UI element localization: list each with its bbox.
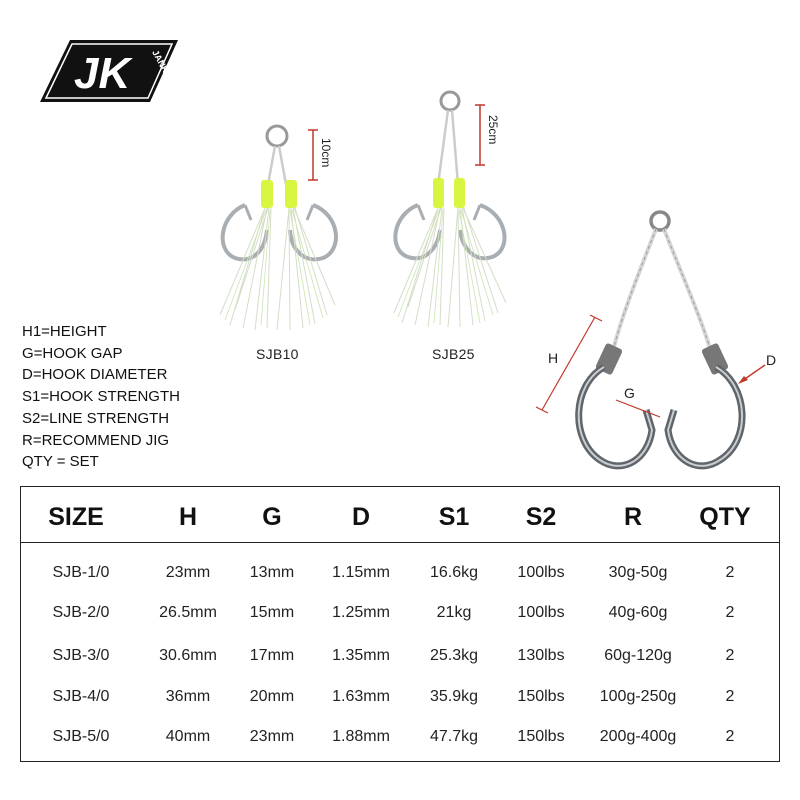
table-cell: 1.25mm bbox=[332, 604, 390, 621]
table-header: QTY bbox=[699, 503, 751, 531]
table-cell: 13mm bbox=[249, 564, 295, 581]
table-header: SIZE bbox=[48, 503, 104, 531]
legend-item: R=RECOMMEND JIG bbox=[22, 431, 170, 449]
table-cell: 200g-400g bbox=[599, 728, 677, 745]
table-cell: 26.5mm bbox=[159, 604, 217, 621]
hook-dimension-diagram bbox=[520, 205, 790, 490]
legend-item: D=HOOK DIAMETER bbox=[22, 366, 168, 384]
product-caption-sjb25: SJB25 bbox=[432, 346, 475, 362]
logo-text: JK bbox=[74, 49, 131, 98]
table-cell: 2 bbox=[725, 647, 735, 664]
diagram-label-h: H bbox=[548, 350, 559, 366]
length-label-10cm: 10cm bbox=[319, 138, 333, 168]
table-cell: 150lbs bbox=[517, 728, 565, 745]
table-cell: 25.3kg bbox=[429, 647, 479, 664]
product-caption-sjb10: SJB10 bbox=[256, 346, 299, 362]
table-cell: 60g-120g bbox=[604, 647, 672, 664]
table-cell: 130lbs bbox=[517, 647, 565, 664]
table-cell: SJB-1/0 bbox=[52, 564, 110, 581]
sjb10-hook-image bbox=[195, 110, 345, 335]
table-cell: 100g-250g bbox=[599, 688, 677, 705]
table-cell: 2 bbox=[725, 728, 735, 745]
abbreviation-legend bbox=[22, 321, 180, 473]
table-cell: 2 bbox=[725, 564, 735, 581]
legend-item: S1=HOOK STRENGTH bbox=[22, 388, 180, 406]
table-cell: 40mm bbox=[165, 728, 211, 745]
spec-table bbox=[20, 486, 780, 762]
table-cell: 1.15mm bbox=[332, 564, 390, 581]
table-cell: 1.88mm bbox=[332, 728, 390, 745]
table-header: D bbox=[351, 503, 371, 531]
table-cell: 1.63mm bbox=[332, 688, 390, 705]
table-cell: 2 bbox=[725, 604, 735, 621]
table-cell: 150lbs bbox=[517, 688, 565, 705]
length-label-25cm: 25cm bbox=[486, 115, 500, 145]
diagram-label-d: D bbox=[766, 352, 777, 368]
header-divider bbox=[21, 542, 779, 543]
sjb25-hook-image bbox=[380, 85, 530, 330]
table-header: S1 bbox=[438, 503, 470, 531]
legend-item: G=HOOK GAP bbox=[22, 344, 123, 362]
table-cell: 40g-60g bbox=[608, 604, 668, 621]
table-cell: 23mm bbox=[249, 728, 295, 745]
table-cell: 23mm bbox=[165, 564, 211, 581]
table-header: R bbox=[623, 503, 643, 531]
table-cell: SJB-5/0 bbox=[52, 728, 110, 745]
legend-item: S2=LINE STRENGTH bbox=[22, 409, 170, 427]
janker-logo bbox=[40, 38, 178, 108]
table-cell: 16.6kg bbox=[429, 564, 479, 581]
logo-subtext: JANKER bbox=[150, 48, 177, 86]
table-cell: 36mm bbox=[165, 688, 211, 705]
table-cell: 35.9kg bbox=[429, 688, 479, 705]
table-cell: SJB-4/0 bbox=[52, 688, 110, 705]
table-cell: 17mm bbox=[249, 647, 295, 664]
table-cell: 100lbs bbox=[517, 564, 565, 581]
legend-item: H1=HEIGHT bbox=[22, 323, 107, 340]
table-cell: 21kg bbox=[436, 604, 472, 621]
table-cell: 1.35mm bbox=[332, 647, 390, 664]
table-header: S2 bbox=[525, 503, 557, 531]
legend-item: QTY = SET bbox=[22, 453, 99, 471]
table-cell: SJB-2/0 bbox=[52, 604, 110, 621]
table-cell: 2 bbox=[725, 688, 735, 705]
table-cell: 20mm bbox=[249, 688, 295, 705]
table-cell: 100lbs bbox=[517, 604, 565, 621]
table-header: H bbox=[178, 503, 198, 531]
table-cell: 15mm bbox=[249, 604, 295, 621]
diagram-label-g: G bbox=[624, 385, 635, 401]
table-cell: 47.7kg bbox=[429, 728, 479, 745]
table-cell: SJB-3/0 bbox=[52, 647, 110, 664]
table-header: G bbox=[262, 503, 282, 531]
table-cell: 30.6mm bbox=[159, 647, 217, 664]
table-cell: 30g-50g bbox=[608, 564, 668, 581]
